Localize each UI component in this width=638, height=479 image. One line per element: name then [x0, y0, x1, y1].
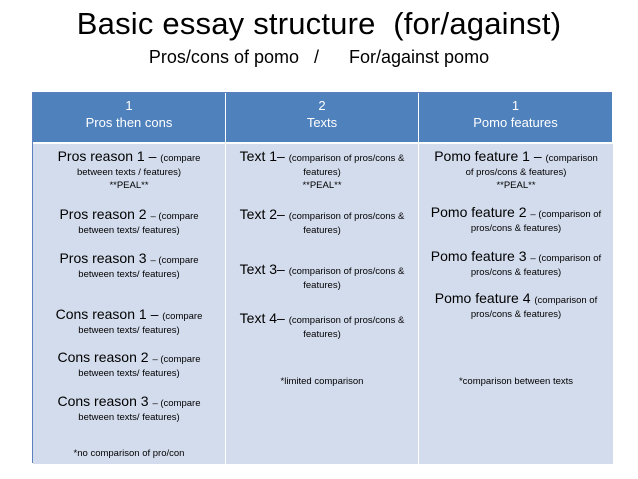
- column-note: *limited comparison: [280, 376, 364, 387]
- list-item: Text 3– (comparison of pros/cons & features): [239, 261, 405, 291]
- column-note: *no comparison of pro/con: [73, 448, 185, 459]
- list-item: Pomo feature 4 (comparison of pros/cons & features): [434, 290, 598, 320]
- header-number: 2: [318, 98, 326, 113]
- slide-subtitle: Pros/cons of pomo / For/against pomo: [148, 47, 490, 67]
- list-item: Text 2– (comparison of pros/cons & features): [239, 206, 405, 236]
- list-item: Pros reason 1 – (compare between texts / features) **PEAL**: [57, 148, 201, 191]
- header-label: Texts: [306, 115, 338, 130]
- column-note: *comparison between texts: [458, 376, 574, 387]
- list-item: Pros reason 2 – (compare between texts/ features): [59, 206, 199, 236]
- header-number: 1: [511, 98, 520, 113]
- header-column-1: [33, 93, 226, 142]
- header-number: 1: [125, 98, 133, 113]
- list-item: Pomo feature 3 – (comparison of pros/cons & features): [430, 248, 602, 278]
- header-column-3: [419, 93, 613, 142]
- header-label: Pomo features: [473, 115, 558, 130]
- header-label: Pros then cons: [85, 115, 173, 130]
- column-texts: [226, 142, 419, 464]
- slide-title: Basic essay structure (for/against): [76, 6, 562, 41]
- structure-table: [32, 92, 612, 463]
- list-item: Pros reason 3 – (compare between texts/ features): [59, 250, 199, 280]
- header-column-2: [226, 93, 419, 142]
- list-item: Text 4– (comparison of pros/cons & features): [239, 310, 405, 340]
- list-item: Pomo feature 1 – (comparison of pros/cons & features) **PEAL**: [434, 148, 598, 191]
- list-item: Pomo feature 2 – (comparison of pros/cons & features): [430, 204, 602, 234]
- list-item: Text 1– (comparison of pros/cons & features) **PEAL**: [239, 148, 405, 191]
- list-item: Cons reason 1 – (compare between texts/ features): [55, 306, 203, 336]
- column-pros-cons: [33, 142, 226, 464]
- list-item: Cons reason 2 – (compare between texts/ features): [57, 349, 201, 379]
- list-item: Cons reason 3 – (compare between texts/ features): [57, 393, 201, 423]
- column-pomo-features: [419, 142, 613, 464]
